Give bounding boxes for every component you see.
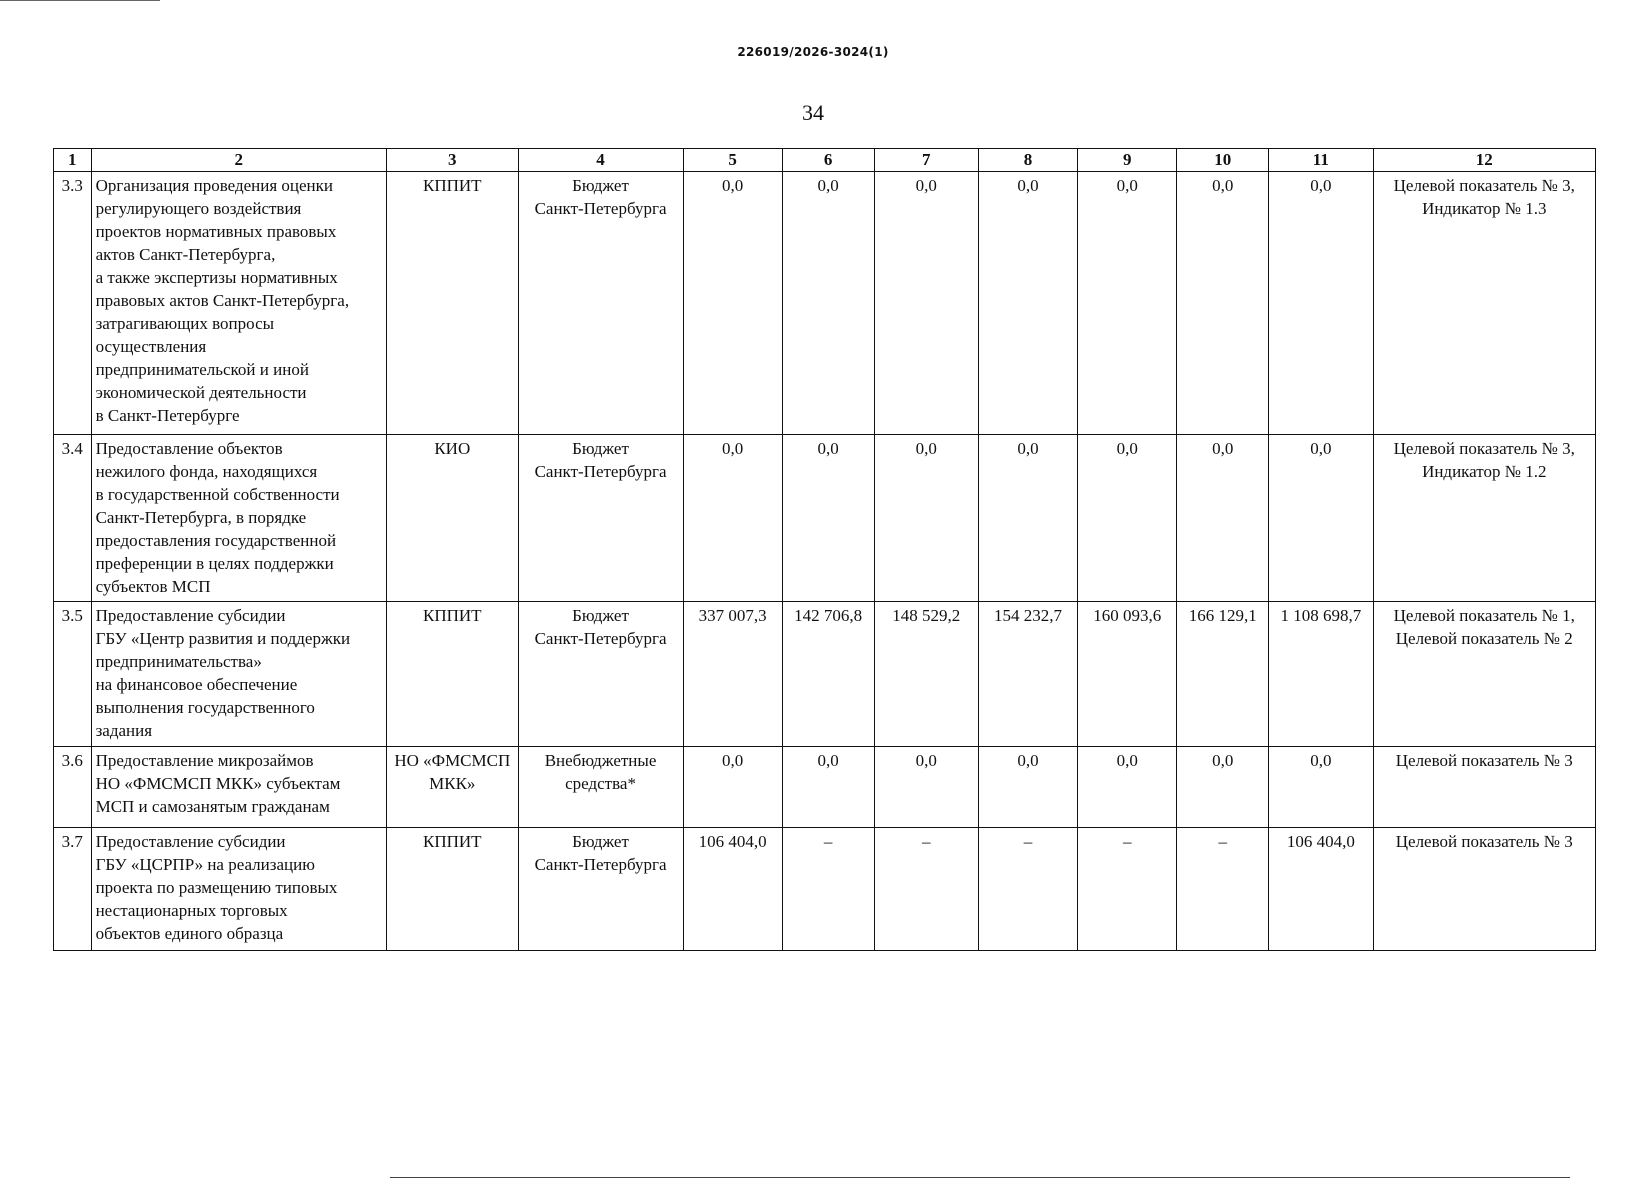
- value-cell: –: [782, 828, 874, 951]
- funding-source-cell: Внебюджетные средства*: [518, 747, 683, 828]
- row-number: 3.7: [54, 828, 92, 951]
- executor-cell: КППИТ: [387, 172, 519, 435]
- column-header: 10: [1177, 149, 1269, 172]
- table-row: [54, 828, 1596, 951]
- value-cell: 0,0: [1177, 172, 1269, 435]
- column-number-header-row: [54, 149, 1596, 172]
- target-indicator-cell: Целевой показатель № 3, Индикатор № 1.3: [1373, 172, 1595, 435]
- target-indicator-cell: Целевой показатель № 3, Индикатор № 1.2: [1373, 435, 1595, 602]
- executor-cell: КППИТ: [387, 828, 519, 951]
- activity-description: Предоставление субсидии ГБУ «Центр развития и поддержки предпринимательства» на финансовое обеспечение выполнения государственного задания: [91, 602, 386, 747]
- total-value-cell: 0,0: [1269, 435, 1373, 602]
- total-value-cell: 106 404,0: [1269, 828, 1373, 951]
- value-cell: 0,0: [782, 172, 874, 435]
- value-cell: 106 404,0: [683, 828, 782, 951]
- value-cell: 0,0: [1078, 435, 1177, 602]
- total-value-cell: 0,0: [1269, 172, 1373, 435]
- value-cell: 0,0: [683, 435, 782, 602]
- activity-description: Организация проведения оценки регулирующего воздействия проектов нормативных правовых актов Санкт-Петербурга, а также экспертизы нормативных правовых актов Санкт-Петербурга, затрагивающих вопросы осуществления предпринимательской и иной экономической деятельности в Санкт-Петербурге: [91, 172, 386, 435]
- activity-description: Предоставление объектов нежилого фонда, находящихся в государственной собственности Санкт-Петербурга, в порядке предоставления государственной преференции в целях поддержки субъектов МСП: [91, 435, 386, 602]
- funding-source-cell: Бюджет Санкт-Петербурга: [518, 828, 683, 951]
- value-cell: 0,0: [683, 172, 782, 435]
- value-cell: 0,0: [1078, 747, 1177, 828]
- program-activities-table: [53, 148, 1596, 951]
- value-cell: –: [1177, 828, 1269, 951]
- value-cell: 0,0: [978, 172, 1077, 435]
- value-cell: 166 129,1: [1177, 602, 1269, 747]
- activity-description: Предоставление микрозаймов НО «ФМСМСП МКК» субъектам МСП и самозанятым гражданам: [91, 747, 386, 828]
- column-header: 9: [1078, 149, 1177, 172]
- column-header: 8: [978, 149, 1077, 172]
- value-cell: 0,0: [874, 747, 978, 828]
- table-row: [54, 172, 1596, 435]
- total-value-cell: 0,0: [1269, 747, 1373, 828]
- value-cell: 0,0: [1177, 747, 1269, 828]
- funding-source-cell: Бюджет Санкт-Петербурга: [518, 172, 683, 435]
- value-cell: –: [1078, 828, 1177, 951]
- column-header: 3: [387, 149, 519, 172]
- funding-source-cell: Бюджет Санкт-Петербурга: [518, 602, 683, 747]
- column-header: 12: [1373, 149, 1595, 172]
- value-cell: 0,0: [978, 747, 1077, 828]
- funding-source-cell: Бюджет Санкт-Петербурга: [518, 435, 683, 602]
- total-value-cell: 1 108 698,7: [1269, 602, 1373, 747]
- value-cell: 0,0: [978, 435, 1077, 602]
- target-indicator-cell: Целевой показатель № 3: [1373, 747, 1595, 828]
- column-header: 5: [683, 149, 782, 172]
- activity-description: Предоставление субсидии ГБУ «ЦСРПР» на реализацию проекта по размещению типовых нестационарных торговых объектов единого образца: [91, 828, 386, 951]
- column-header: 6: [782, 149, 874, 172]
- table-row: [54, 747, 1596, 828]
- table-row: [54, 602, 1596, 747]
- column-header: 7: [874, 149, 978, 172]
- value-cell: 0,0: [874, 172, 978, 435]
- row-number: 3.6: [54, 747, 92, 828]
- column-header: 2: [91, 149, 386, 172]
- value-cell: 0,0: [782, 435, 874, 602]
- value-cell: –: [874, 828, 978, 951]
- value-cell: –: [978, 828, 1077, 951]
- value-cell: 154 232,7: [978, 602, 1077, 747]
- value-cell: 160 093,6: [1078, 602, 1177, 747]
- executor-cell: КИО: [387, 435, 519, 602]
- target-indicator-cell: Целевой показатель № 3: [1373, 828, 1595, 951]
- scan-edge-line: [0, 0, 160, 1]
- executor-cell: НО «ФМСМСП МКК»: [387, 747, 519, 828]
- column-header: 11: [1269, 149, 1373, 172]
- value-cell: 0,0: [874, 435, 978, 602]
- value-cell: 142 706,8: [782, 602, 874, 747]
- value-cell: 0,0: [683, 747, 782, 828]
- target-indicator-cell: Целевой показатель № 1, Целевой показатель № 2: [1373, 602, 1595, 747]
- column-header: 4: [518, 149, 683, 172]
- table-row: [54, 435, 1596, 602]
- executor-cell: КППИТ: [387, 602, 519, 747]
- value-cell: 0,0: [782, 747, 874, 828]
- column-header: 1: [54, 149, 92, 172]
- value-cell: 148 529,2: [874, 602, 978, 747]
- page-number: 34: [802, 100, 824, 125]
- row-number: 3.5: [54, 602, 92, 747]
- value-cell: 0,0: [1177, 435, 1269, 602]
- footer-rule: [390, 1177, 1570, 1178]
- value-cell: 337 007,3: [683, 602, 782, 747]
- value-cell: 0,0: [1078, 172, 1177, 435]
- row-number: 3.3: [54, 172, 92, 435]
- document-registration-number: 226019/2026-3024(1): [737, 45, 889, 59]
- row-number: 3.4: [54, 435, 92, 602]
